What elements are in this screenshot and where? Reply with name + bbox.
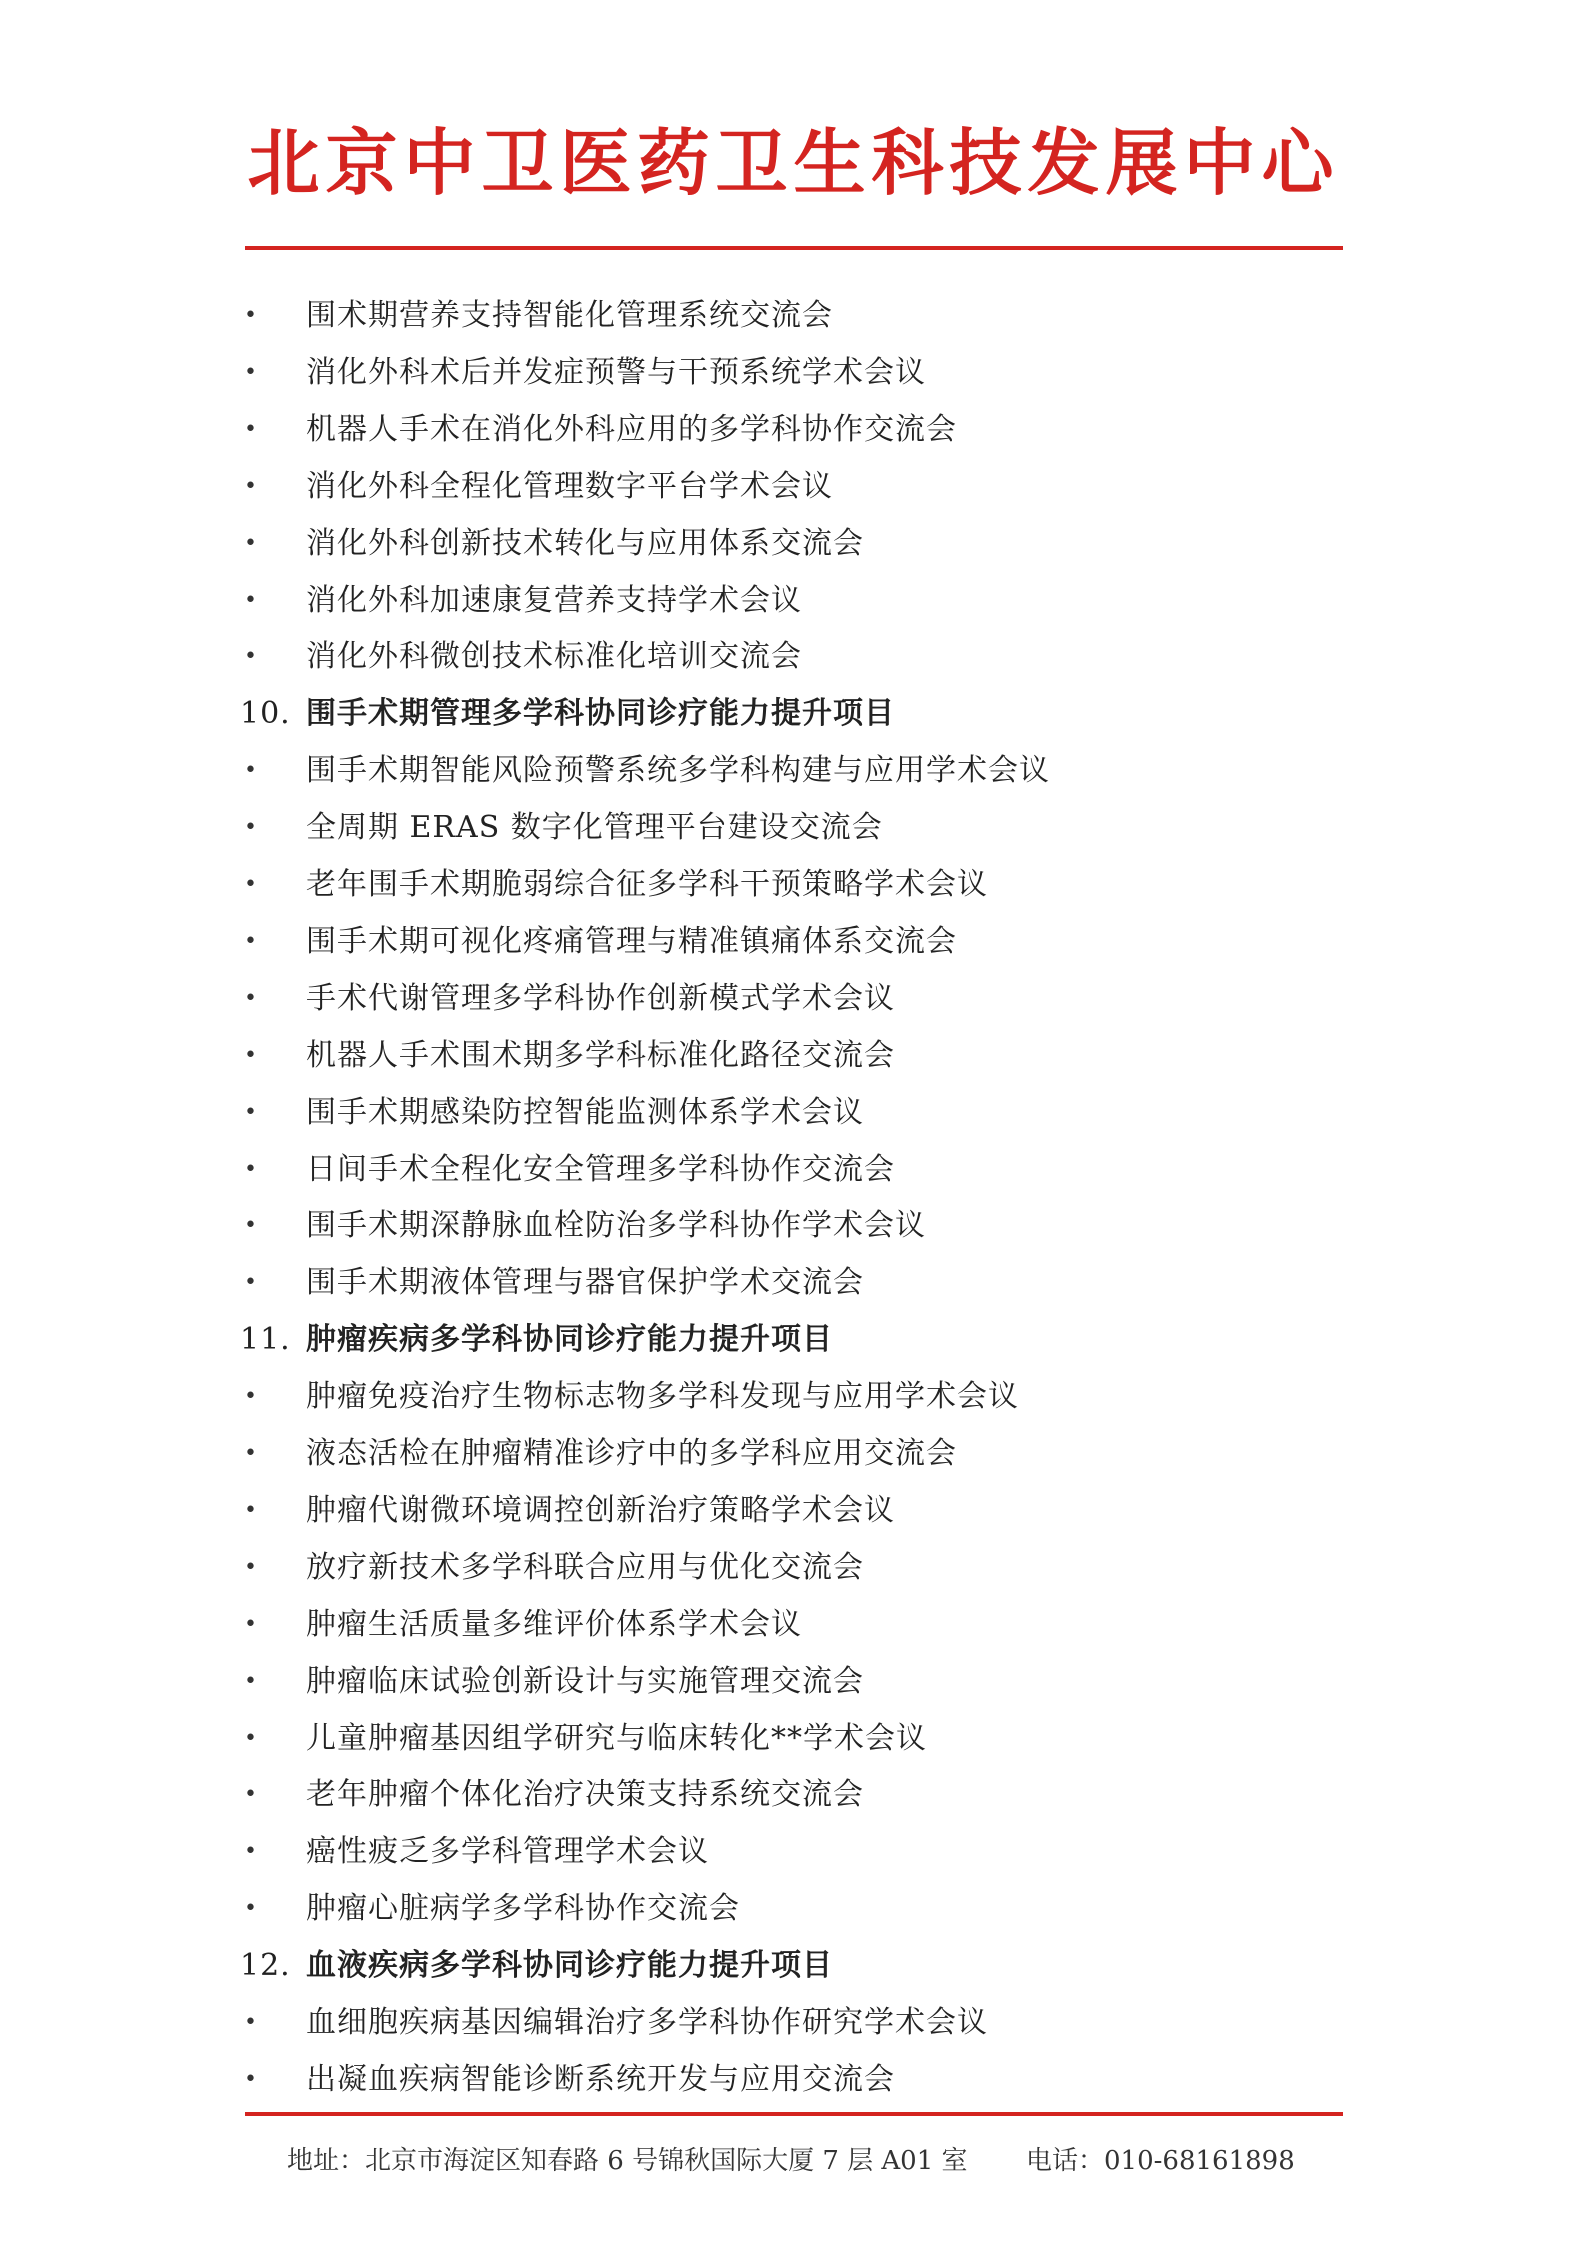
list-item	[0, 1881, 1587, 1937]
list-item-text: 血细胞疾病基因编辑治疗多学科协作研究学术会议	[306, 2005, 988, 2040]
list-item	[0, 914, 1587, 970]
list-item	[0, 288, 1587, 344]
list-item-text: 儿童肿瘤基因组学研究与临床转化**学术会议	[306, 1720, 927, 1756]
list-item	[0, 1198, 1587, 1254]
list-item-text: 肿瘤免疫治疗生物标志物多学科发现与应用学术会议	[306, 1379, 1019, 1415]
list-item	[0, 1369, 1587, 1425]
list-item	[0, 1255, 1587, 1311]
list-item-text: 围手术期感染防控智能监测体系学术会议	[306, 1094, 864, 1130]
list-item	[0, 1654, 1587, 1710]
list-item-text: 机器人手术围术期多学科标准化路径交流会	[306, 1037, 895, 1073]
header-divider	[245, 246, 1343, 250]
list-item	[0, 1540, 1587, 1596]
bullet-icon: •	[244, 2066, 257, 2092]
list-item-text: 围手术期可视化疼痛管理与精准镇痛体系交流会	[306, 923, 957, 959]
list-item	[0, 2052, 1587, 2108]
bullet-icon: •	[244, 1611, 257, 1637]
list-item-text: 放疗新技术多学科联合应用与优化交流会	[306, 1549, 864, 1585]
list-item-text: 全周期 ERAS 数字化管理平台建设交流会	[306, 810, 883, 846]
section-heading	[0, 1312, 1587, 1368]
list-item	[0, 857, 1587, 913]
list-item	[0, 629, 1587, 685]
list-item-text: 机器人手术在消化外科应用的多学科协作交流会	[306, 411, 957, 447]
bullet-icon: •	[244, 1384, 257, 1410]
section-title: 围手术期管理多学科协同诊疗能力提升项目	[306, 696, 895, 732]
list-item	[0, 573, 1587, 629]
bullet-icon: •	[244, 473, 257, 499]
bullet-icon: •	[244, 1782, 257, 1808]
list-item-text: 围手术期智能风险预警系统多学科构建与应用学术会议	[306, 753, 1050, 789]
list-item-text: 日间手术全程化安全管理多学科协作交流会	[306, 1151, 895, 1187]
list-item-text: 围手术期深静脉血栓防治多学科协作学术会议	[306, 1208, 926, 1244]
list-item	[0, 1597, 1587, 1653]
list-item-text: 围手术期液体管理与器官保护学术交流会	[306, 1265, 864, 1301]
bullet-icon: •	[244, 1099, 257, 1125]
section-heading	[0, 686, 1587, 742]
list-item-text: 老年肿瘤个体化治疗决策支持系统交流会	[306, 1777, 864, 1813]
section-heading	[0, 1938, 1587, 1994]
bullet-icon: •	[244, 758, 257, 784]
bullet-icon: •	[244, 1042, 257, 1068]
bullet-icon: •	[244, 815, 257, 841]
bullet-icon: •	[244, 1668, 257, 1694]
list-item	[0, 459, 1587, 515]
list-item	[0, 800, 1587, 856]
section-title: 肿瘤疾病多学科协同诊疗能力提升项目	[306, 1322, 833, 1358]
bullet-icon: •	[244, 1896, 257, 1922]
list-item-text: 消化外科全程化管理数字平台学术会议	[306, 468, 833, 504]
list-item-text: 消化外科微创技术标准化培训交流会	[306, 639, 802, 675]
list-item	[0, 743, 1587, 799]
bullet-icon: •	[244, 416, 257, 442]
list-item	[0, 516, 1587, 572]
list-item-text: 消化外科加速康复营养支持学术会议	[306, 582, 802, 618]
section-number: 12.	[240, 1948, 291, 1984]
list-item	[0, 971, 1587, 1027]
list-item	[0, 1426, 1587, 1482]
bullet-icon: •	[244, 872, 257, 897]
bullet-icon: •	[244, 1725, 257, 1751]
list-item	[0, 1767, 1587, 1823]
list-item-text: 老年围手术期脆弱综合征多学科干预策略学术会议	[306, 867, 988, 902]
section-number: 11.	[240, 1322, 291, 1358]
list-item	[0, 1142, 1587, 1198]
bullet-icon: •	[244, 530, 257, 556]
list-item	[0, 1711, 1587, 1767]
bullet-icon: •	[244, 1554, 257, 1580]
footer-address: 地址：北京市海淀区知春路 6 号锦秋国际大厦 7 层 A01 室	[287, 2146, 968, 2176]
footer-divider	[245, 2112, 1343, 2116]
bullet-icon: •	[244, 1839, 257, 1865]
list-item	[0, 402, 1587, 458]
list-item-text: 肿瘤临床试验创新设计与实施管理交流会	[306, 1663, 864, 1699]
bullet-icon: •	[244, 928, 257, 954]
list-item-text: 消化外科创新技术转化与应用体系交流会	[306, 525, 864, 561]
section-title: 血液疾病多学科协同诊疗能力提升项目	[306, 1948, 833, 1984]
list-item-text: 出凝血疾病智能诊断系统开发与应用交流会	[306, 2061, 895, 2097]
list-item-text: 肿瘤心脏病学多学科协作交流会	[306, 1891, 740, 1927]
list-item-text: 消化外科术后并发症预警与干预系统学术会议	[306, 354, 926, 390]
list-item-text: 肿瘤代谢微环境调控创新治疗策略学术会议	[306, 1492, 895, 1528]
footer-phone: 电话：010-68161898	[1026, 2146, 1295, 2176]
letterhead-title: 北京中卫医药卫生科技发展中心	[247, 120, 1340, 205]
list-item	[0, 1824, 1587, 1880]
bullet-icon: •	[244, 587, 257, 613]
bullet-icon: •	[244, 1270, 257, 1296]
bullet-icon: •	[244, 359, 257, 385]
bullet-icon: •	[244, 1497, 257, 1523]
list-item-text: 液态活检在肿瘤精准诊疗中的多学科应用交流会	[306, 1436, 957, 1471]
list-item-text: 围术期营养支持智能化管理系统交流会	[306, 298, 833, 333]
list-item	[0, 1483, 1587, 1539]
bullet-icon: •	[244, 1441, 257, 1466]
bullet-icon: •	[244, 1213, 257, 1239]
bullet-icon: •	[244, 303, 257, 328]
list-item	[0, 345, 1587, 401]
section-number: 10.	[240, 696, 291, 732]
list-item-text: 肿瘤生活质量多维评价体系学术会议	[306, 1606, 802, 1642]
list-item	[0, 1995, 1587, 2051]
bullet-icon: •	[244, 2010, 257, 2035]
bullet-icon: •	[244, 1156, 257, 1182]
bullet-icon: •	[244, 985, 257, 1011]
list-item-text: 癌性疲乏多学科管理学术会议	[306, 1834, 709, 1870]
bullet-icon: •	[244, 644, 257, 670]
list-item	[0, 1028, 1587, 1084]
list-item-text: 手术代谢管理多学科协作创新模式学术会议	[306, 980, 895, 1016]
list-item	[0, 1085, 1587, 1141]
